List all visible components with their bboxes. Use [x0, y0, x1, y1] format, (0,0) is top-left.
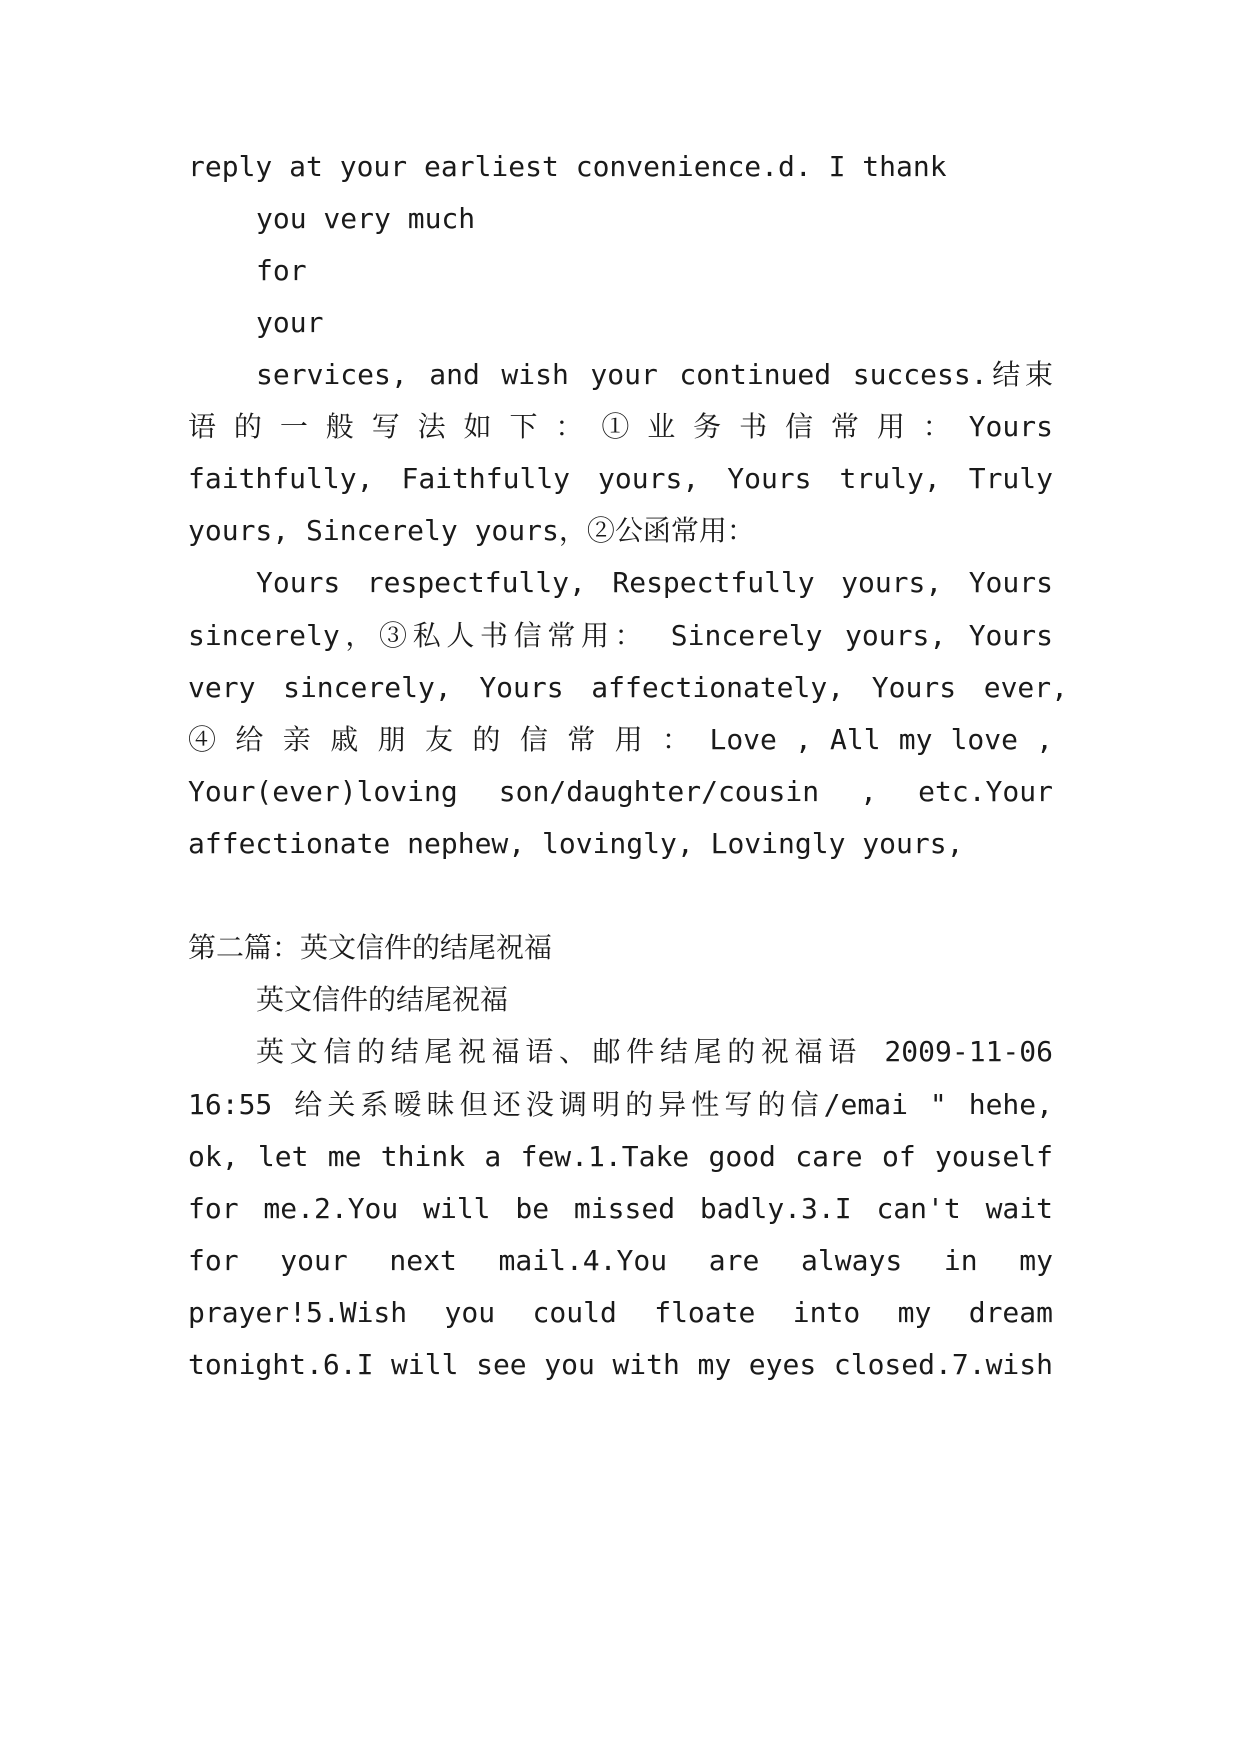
- section-heading: 第二篇：英文信件的结尾祝福: [188, 931, 553, 964]
- text-line: Yours respectfully, Respectfully yours, Yours: [256, 566, 1053, 599]
- text-line: 语 的 一 般 写 法 如 下 ： ① 业 务 书 信 常 用 ： Yours: [188, 410, 1053, 443]
- text-line: for your next mail.4.You are always in my: [188, 1244, 1053, 1277]
- text-line: 16:55 给关系暧昧但还没调明的异性写的信/emai " hehe,: [188, 1088, 1053, 1121]
- text-line: yours, Sincerely yours，②公函常用：: [188, 514, 755, 547]
- text-line: for: [256, 254, 307, 287]
- text-line: services, and wish your continued success.结束: [256, 358, 1053, 391]
- text-line: affectionate nephew, lovingly, Lovingly yours,: [188, 827, 964, 860]
- text-line: ok, let me think a few.1.Take good care of youself: [188, 1140, 1053, 1173]
- text-line: your: [256, 306, 324, 339]
- text-line: ④ 给 亲 戚 朋 友 的 信 常 用 ： Love , All my love ,: [188, 723, 1053, 756]
- text-line: sincerely，③私人书信常用： Sincerely yours, Yours: [188, 619, 1053, 652]
- text-line: reply at your earliest convenience.d. I thank: [188, 150, 947, 183]
- text-line: very sincerely, Yours affectionately, Yours ever,: [188, 671, 1068, 704]
- text-line: for me.2.You will be missed badly.3.I can't wait: [188, 1192, 1053, 1225]
- text-line: 英文信的结尾祝福语、邮件结尾的祝福语 2009-11-06: [256, 1035, 1053, 1068]
- text-line: tonight.6.I will see you with my eyes closed.7.wish: [188, 1348, 1053, 1381]
- text-line: prayer!5.Wish you could floate into my dream: [188, 1296, 1053, 1329]
- text-line: faithfully, Faithfully yours, Yours truly, Truly: [188, 462, 1053, 495]
- text-line: Your(ever)loving son/daughter/cousin , etc.Your: [188, 775, 1053, 808]
- section-subheading: 英文信件的结尾祝福: [256, 983, 509, 1016]
- text-line: you very much: [256, 202, 476, 235]
